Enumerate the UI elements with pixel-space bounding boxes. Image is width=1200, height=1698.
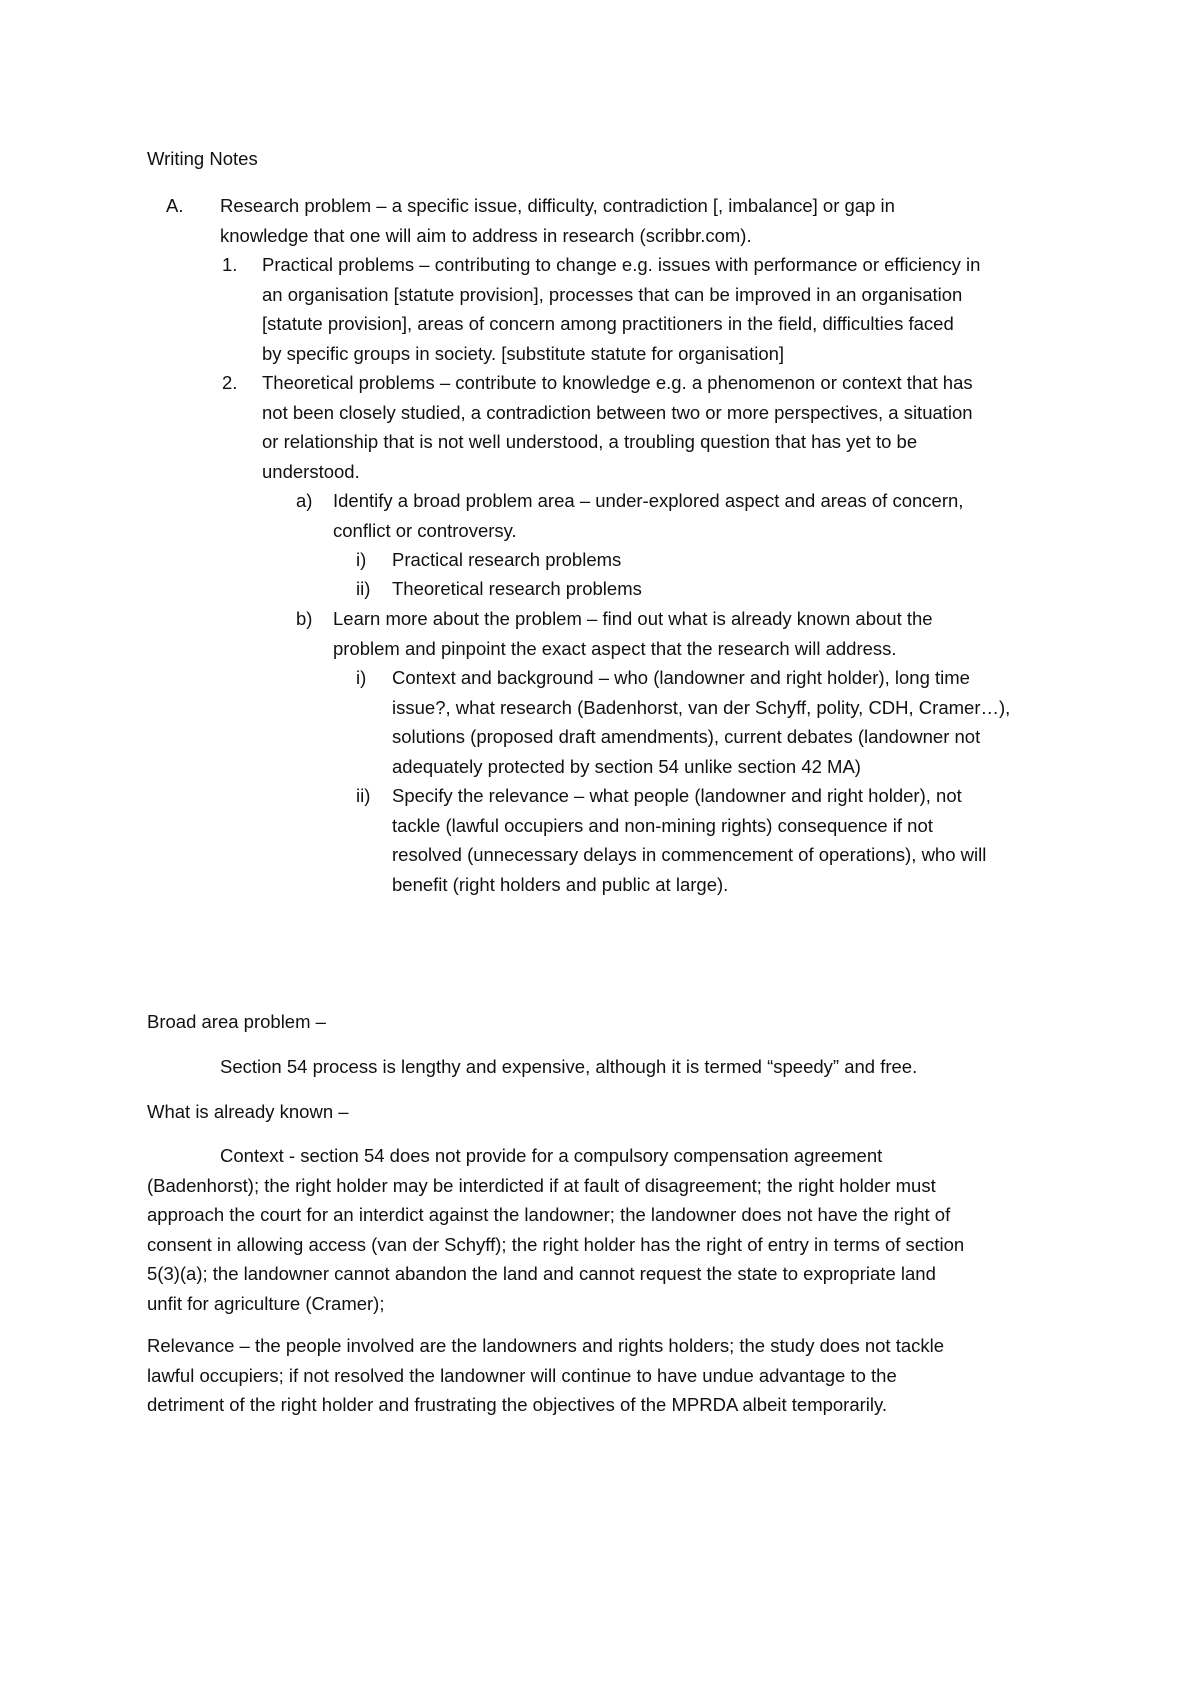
text-line: detriment of the right holder and frustrating the objectives of the MPRDA albeit temporarily. — [147, 1394, 888, 1415]
broad-area-heading: Broad area problem – — [147, 1011, 326, 1032]
text-line: lawful occupiers; if not resolved the landowner will continue to have undue advantage to the — [147, 1364, 897, 1386]
text-line: resolved (unnecessary delays in commencement of operations), who will — [392, 844, 987, 865]
list-marker-1: 1. — [222, 254, 238, 275]
list-item-identify-problem-area — [333, 486, 963, 545]
text-line: conflict or controversy. — [333, 519, 517, 541]
text-line: (Badenhorst); the right holder may be interdicted if at fault of disagreement; the right holder must — [147, 1174, 936, 1196]
list-marker-2b-ii: ii) — [356, 785, 371, 806]
already-known-heading: What is already known – — [147, 1101, 349, 1122]
list-item-practical-problems — [262, 250, 980, 368]
text-line: Context and background – who (landowner and right holder), long time — [392, 667, 970, 688]
text-line: 5(3)(a); the landowner cannot abandon the land and cannot request the state to expropriate land — [147, 1263, 936, 1284]
relevance-paragraph — [147, 1331, 944, 1420]
context-paragraph — [147, 1141, 964, 1318]
list-marker-2: 2. — [222, 372, 238, 393]
list-item-specify-relevance — [392, 781, 986, 899]
text-line: consent in allowing access (van der Schyff); the right holder has the right of entry in terms of section — [147, 1233, 965, 1255]
text-line: understood. — [262, 460, 360, 482]
text-line: solutions (proposed draft amendments), current debates (landowner not — [392, 726, 981, 747]
text-line: tackle (lawful occupiers and non-mining rights) consequence if not — [392, 814, 933, 836]
text-line: an organisation [statute provision], processes that can be improved in an organisation — [262, 283, 963, 305]
list-item-context-background — [392, 663, 1010, 781]
list-marker-2a-ii: ii) — [356, 578, 371, 599]
list-item-research-problem — [220, 191, 895, 250]
text-line: knowledge that one will aim to address in research (scribbr.com). — [220, 224, 752, 246]
text-line: approach the court for an interdict against the landowner; the landowner does not have the right of — [147, 1204, 951, 1225]
text-line: Identify a broad problem area – under-explored aspect and areas of concern, — [333, 490, 964, 511]
text-line: issue?, what research (Badenhorst, van der Schyff, polity, CDH, Cramer…), — [392, 696, 1011, 718]
list-marker-2a: a) — [296, 490, 313, 511]
text-line: Theoretical problems – contribute to knowledge e.g. a phenomenon or context that has — [262, 372, 973, 393]
text-line: or relationship that is not well understood, a troubling question that has yet to be — [262, 431, 918, 452]
list-marker-2b: b) — [296, 608, 313, 629]
broad-area-text: Section 54 process is lengthy and expensive, although it is termed “speedy” and free. — [220, 1056, 918, 1077]
list-marker-a: A. — [166, 195, 184, 216]
text-line: problem and pinpoint the exact aspect that the research will address. — [333, 637, 897, 659]
text-line: not been closely studied, a contradiction between two or more perspectives, a situation — [262, 401, 973, 423]
text-line: Relevance – the people involved are the landowners and rights holders; the study does not tackle — [147, 1335, 945, 1356]
text-line: Specify the relevance – what people (landowner and right holder), not — [392, 785, 962, 806]
list-item-theoretical-research-problems: Theoretical research problems — [392, 578, 642, 599]
list-item-practical-research-problems: Practical research problems — [392, 549, 622, 570]
document-title: Writing Notes — [147, 148, 258, 169]
list-marker-2b-i: i) — [356, 667, 367, 688]
list-marker-2a-i: i) — [356, 549, 367, 570]
text-line: benefit (right holders and public at large). — [392, 873, 729, 895]
text-line: Context - section 54 does not provide for a compulsory compensation agreement — [220, 1145, 883, 1166]
text-line: adequately protected by section 54 unlike section 42 MA) — [392, 755, 861, 777]
list-item-learn-more — [333, 604, 933, 663]
text-line: Research problem – a specific issue, difficulty, contradiction [, imbalance] or gap in — [220, 195, 895, 216]
text-line: [statute provision], areas of concern among practitioners in the field, difficulties faced — [262, 313, 954, 334]
list-item-theoretical-problems — [262, 368, 973, 486]
text-line: Practical problems – contributing to change e.g. issues with performance or efficiency in — [262, 254, 981, 275]
text-line: Learn more about the problem – find out what is already known about the — [333, 608, 933, 629]
text-line: by specific groups in society. [substitute statute for organisation] — [262, 342, 785, 364]
text-line: unfit for agriculture (Cramer); — [147, 1292, 385, 1314]
